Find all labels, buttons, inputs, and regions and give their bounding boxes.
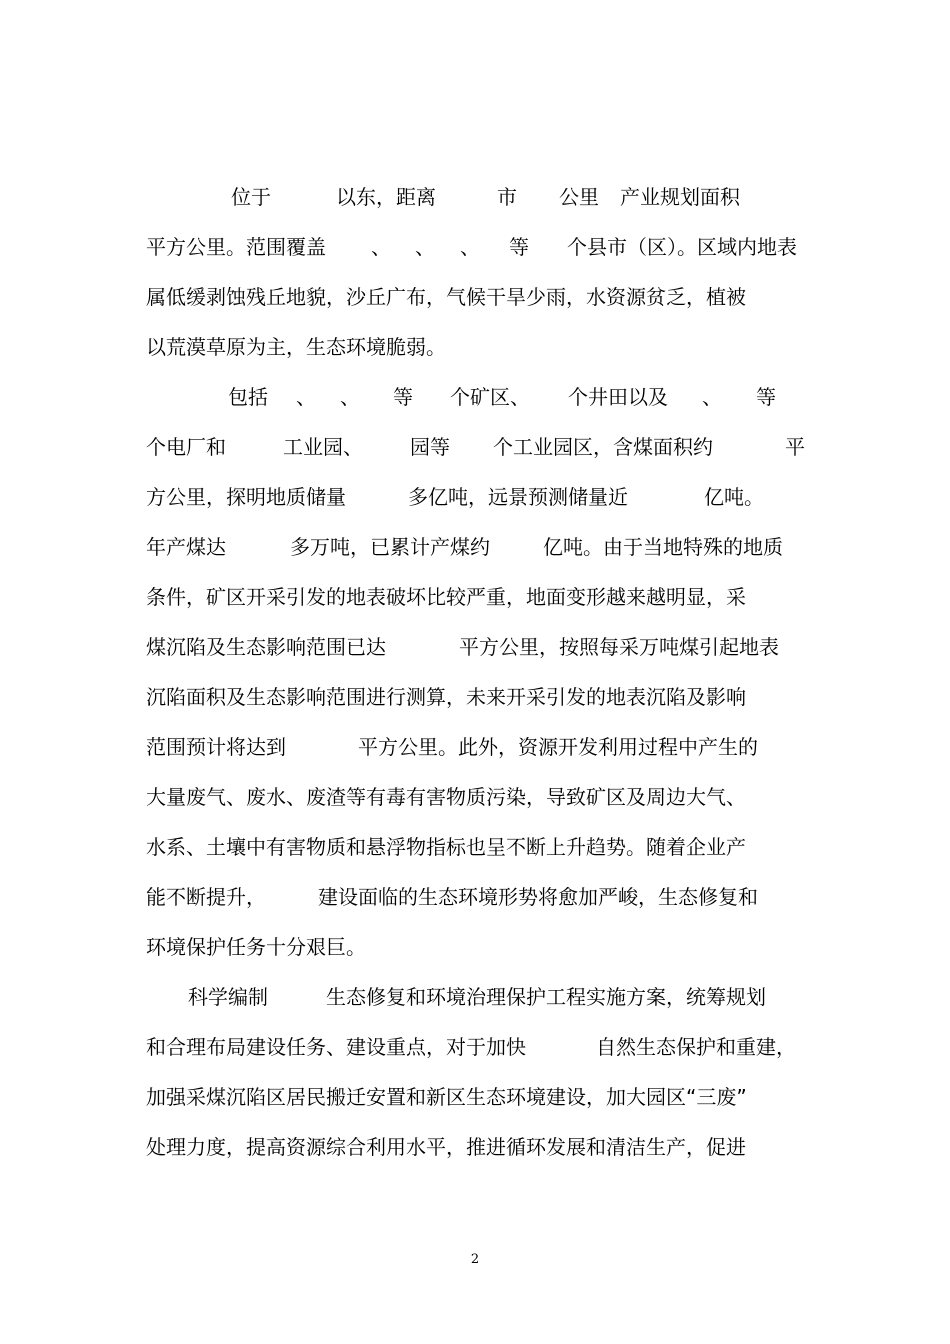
text-segment: 科学编制: [188, 985, 268, 1009]
text-segment: 多万吨，已累计产煤约: [290, 535, 490, 559]
text-line: [0, 1082, 950, 1112]
text-line: [0, 782, 950, 812]
text-segment: 个电厂和: [146, 435, 226, 459]
text-segment: 平方公里，按照每采万吨煤引起地表: [459, 635, 779, 659]
text-segment: 工业园、: [283, 435, 363, 459]
text-line: [0, 582, 950, 612]
text-segment: 平方公里。此外，资源开发利用过程中产生的: [358, 735, 758, 759]
text-segment: 、: [415, 235, 435, 259]
text-segment: 大量废气、废水、废渣等有毒有害物质污染，导致矿区及周边大气、: [146, 785, 746, 809]
text-segment: 以东，距离: [336, 185, 436, 209]
text-segment: 、: [460, 235, 480, 259]
text-segment: 个工业园区，含煤面积约: [493, 435, 713, 459]
text-line: [0, 482, 950, 512]
text-segment: 和合理布局建设任务、建设重点，对于加快: [146, 1035, 526, 1059]
text-line: [0, 182, 950, 212]
text-segment: 以荒漠草原为主，生态环境脆弱。: [146, 335, 446, 359]
text-segment: 个县市（区）。区域内地表: [567, 235, 797, 259]
text-segment: 、: [371, 235, 391, 259]
text-segment: 生态修复和环境治理保护工程实施方案，统筹规划: [326, 985, 766, 1009]
text-segment: 处理力度，提高资源综合利用水平，推进循环发展和清洁生产，促进: [146, 1135, 746, 1159]
text-segment: 建设面临的生态环境形势将愈加严峻，生态修复和: [318, 885, 758, 909]
text-segment: 环境保护任务十分艰巨。: [146, 935, 366, 959]
text-segment: 范围预计将达到: [146, 735, 286, 759]
text-segment: 等: [393, 385, 413, 409]
text-segment: 多亿吨，远景预测储量近: [408, 485, 628, 509]
text-segment: 包括: [228, 385, 268, 409]
text-segment: 园等: [410, 435, 450, 459]
text-segment: 公里: [559, 185, 599, 209]
text-segment: 产业规划面积: [620, 185, 740, 209]
text-line: [0, 382, 950, 412]
text-segment: 等: [509, 235, 529, 259]
text-line: [0, 932, 950, 962]
text-line: [0, 282, 950, 312]
text-segment: 煤沉陷及生态影响范围已达: [146, 635, 386, 659]
text-segment: 属低缓剥蚀残丘地貌，沙丘广布，气候干旱少雨，水资源贫乏，植被: [146, 285, 746, 309]
text-line: [0, 632, 950, 662]
text-segment: 市: [497, 185, 517, 209]
text-segment: 位于: [231, 185, 271, 209]
text-line: [0, 532, 950, 562]
text-segment: 个矿区、: [450, 385, 530, 409]
text-line: [0, 882, 950, 912]
text-segment: 水系、土壤中有害物质和悬浮物指标也呈不断上升趋势。随着企业产: [146, 835, 746, 859]
text-segment: 个井田以及: [568, 385, 668, 409]
text-segment: 等: [756, 385, 776, 409]
text-segment: 亿吨。: [704, 485, 764, 509]
text-line: [0, 1032, 950, 1062]
text-segment: 条件，矿区开采引发的地表破坏比较严重，地面变形越来越明显，采: [146, 585, 746, 609]
text-segment: 年产煤达: [146, 535, 226, 559]
text-segment: 、: [296, 385, 316, 409]
text-segment: 平方公里。范围覆盖: [146, 235, 326, 259]
text-segment: 沉陷面积及生态影响范围进行测算，未来开采引发的地表沉陷及影响: [146, 685, 746, 709]
text-line: [0, 682, 950, 712]
text-line: [0, 332, 950, 362]
text-segment: 、: [702, 385, 722, 409]
text-line: [0, 232, 950, 262]
text-segment: 方公里，探明地质储量: [146, 485, 346, 509]
text-segment: 亿吨。由于当地特殊的地质: [543, 535, 783, 559]
text-line: [0, 832, 950, 862]
text-line: [0, 732, 950, 762]
text-segment: 平: [785, 435, 805, 459]
text-segment: 能不断提升，: [146, 885, 266, 909]
page-number: 2: [470, 1252, 480, 1267]
text-line: [0, 432, 950, 462]
text-line: [0, 1132, 950, 1162]
text-segment: 加强采煤沉陷区居民搬迁安置和新区生态环境建设，加大园区“三废”: [146, 1085, 747, 1109]
text-segment: 、: [340, 385, 360, 409]
text-segment: 自然生态保护和重建，: [596, 1035, 796, 1059]
text-line: [0, 982, 950, 1012]
